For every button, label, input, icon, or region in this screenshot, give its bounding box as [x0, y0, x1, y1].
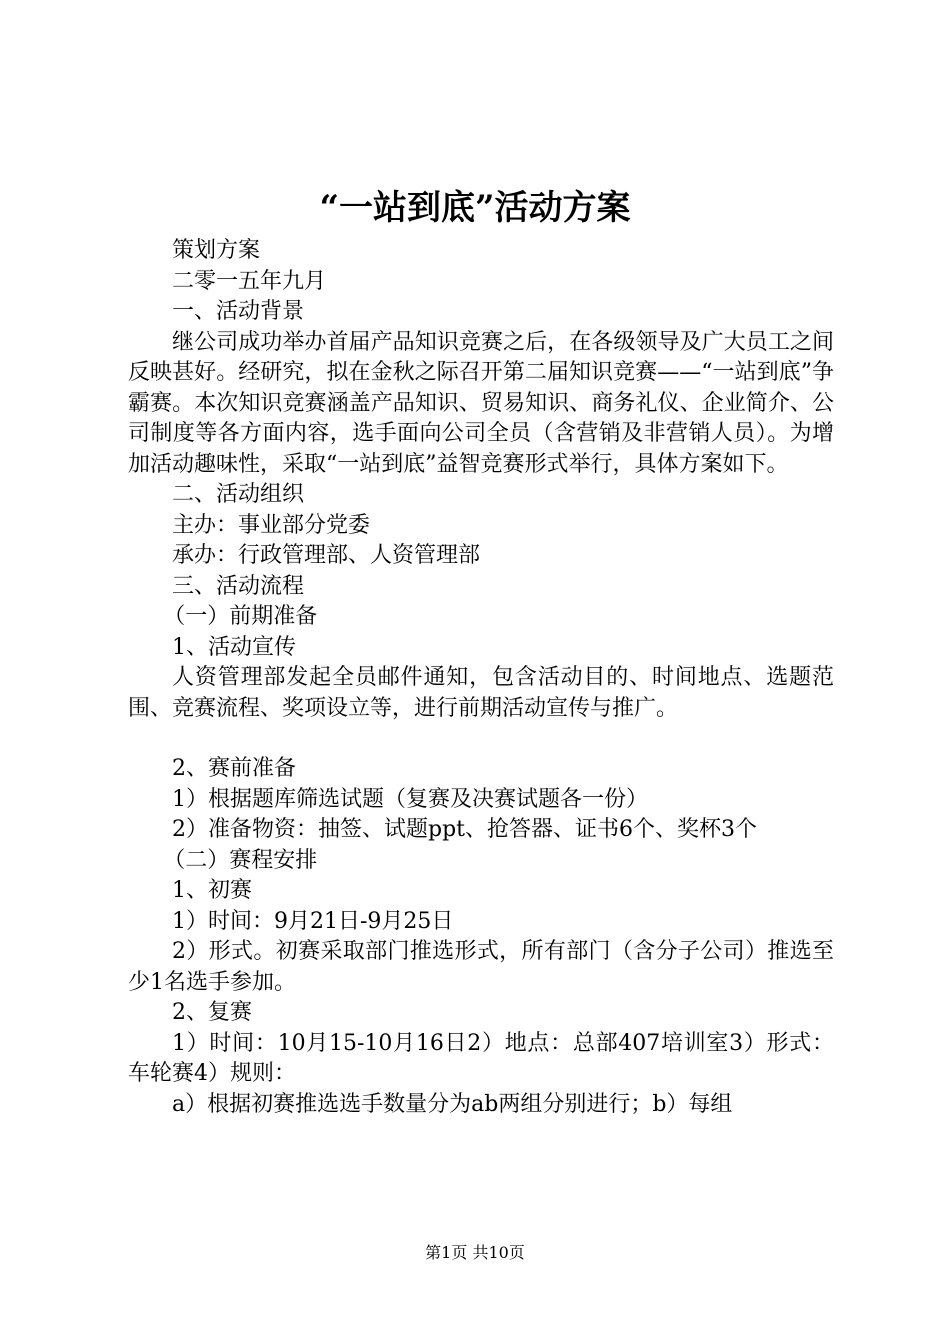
heading-semifinal: 2、复赛 [172, 1000, 252, 1025]
heading-background: 一、活动背景 [172, 299, 305, 324]
paragraph-preliminary-format: 2）形式。初赛采取部门推选形式，所有部门（含分子公司）推选至少1名选手参加。 [128, 939, 834, 995]
document-body [128, 236, 834, 1120]
heading-preparation: （一）前期准备 [163, 604, 318, 629]
page-number: 第1页 共10页 [425, 1243, 525, 1262]
paragraph-gap [128, 724, 834, 754]
heading-preliminary: 1、初赛 [172, 878, 252, 903]
heading-publicity: 1、活动宣传 [172, 634, 296, 660]
heading-process: 三、活动流程 [172, 573, 305, 599]
paragraph-semifinal-details: 1）时间：10月15-10月16日2）地点：总部407培训室3）形式：车轮赛4）规则： [128, 1030, 834, 1086]
paragraph-host: 主办：事业部分党委 [172, 512, 371, 538]
paragraph-semifinal-rules: a）根据初赛推选选手数量分为ab两组分别进行；b）每组 [172, 1091, 733, 1117]
paragraph-date: 二零一五年九月 [172, 268, 327, 294]
document-title: “一站到底”活动方案 [319, 188, 631, 228]
paragraph-background: 继公司成功举办首届产品知识竞赛之后，在各级领导及广大员工之间反映甚好。经研究，拟在金秋之际召开第二届知识竞赛——“一站到底”争霸赛。本次知识竞赛涵盖产品知识、贸易知识、商务礼仪、企业简介、公司制度等各方面内容，选手面向公司全员（含营销及非营销人员）。为增加活动趣味性，采取“一站到底”益智竞赛形式举行，具体方案如下。 [128, 329, 834, 477]
paragraph-organizer: 承办：行政管理部、人资管理部 [172, 543, 481, 568]
paragraph-plan: 策划方案 [172, 238, 261, 263]
paragraph-publicity: 人资管理部发起全员邮件通知，包含活动目的、时间地点、选题范围、竞赛流程、奖项设立等，进行前期活动宣传与推广。 [128, 665, 834, 721]
heading-organization: 二、活动组织 [172, 482, 305, 507]
paragraph-materials: 2）准备物资：抽签、试题ppt、抢答器、证书6个、奖杯3个 [172, 817, 757, 842]
heading-pre-match: 2、赛前准备 [172, 756, 296, 781]
heading-schedule: （二）赛程安排 [163, 847, 318, 873]
paragraph-preliminary-time: 1）时间：9月21日-9月25日 [172, 908, 454, 934]
paragraph-questions: 1）根据题库筛选试题（复赛及决赛试题各一份） [172, 786, 648, 812]
